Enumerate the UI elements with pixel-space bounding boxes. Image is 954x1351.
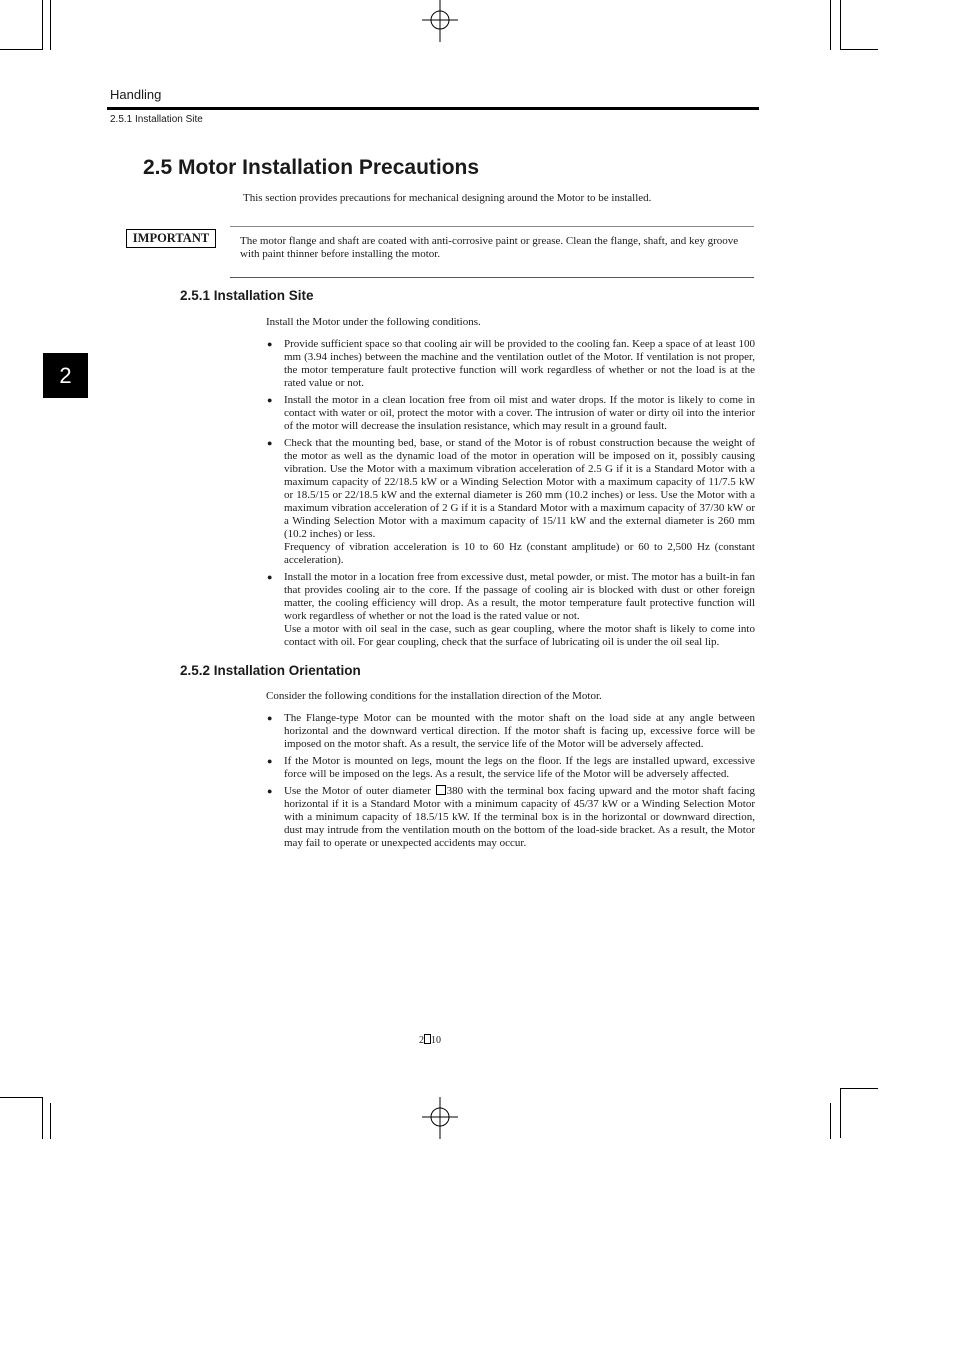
bullet-icon: ● [267, 438, 273, 448]
crop-mark [830, 0, 831, 50]
chapter-tab: 2 [43, 353, 88, 398]
list-item: ● Provide sufficient space so that cooling air will be provided to the cooling fan. Keep a space of at least 100 mm (3.94 inches) between the machine and the ventilation outlet of the Motor. If ventilation is not proper, the motor temperature fault protective function will work regardless of whether or not the load is at the rated value or not. [267, 338, 755, 389]
crop-mark [50, 1103, 51, 1139]
crop-mark [0, 49, 42, 50]
important-rule-bottom [230, 277, 754, 278]
bullet-icon: ● [267, 713, 273, 723]
crop-mark [830, 1103, 831, 1139]
header-rule [107, 107, 759, 110]
installation-orientation-list [267, 712, 755, 850]
running-header: Handling [110, 87, 162, 102]
section-intro: This section provides precautions for mechanical designing around the Motor to be installed. [243, 192, 652, 204]
list-item: ● Use the Motor of outer diameter 380 with the terminal box facing upward and the motor shaft facing horizontal if it is a Standard Motor with a minimum capacity of 45/37 kW or a Winding Selection Motor with a minimum capacity of 18.5/15 kW. If the terminal box is in the horizontal or downward direction, dust may intrude from the ventilation mouth on the bottom of the load-side bracket. As a result, the Motor may fail to operate or unexpected accidents may occur. [267, 785, 755, 849]
subsection-title-installation-orientation: 2.5.2 Installation Orientation [180, 663, 361, 678]
important-text: The motor flange and shaft are coated with anti-corrosive paint or grease. Clean the flange, shaft, and key groove with paint thinner before installing the motor. [240, 235, 739, 260]
running-subheader: 2.5.1 Installation Site [110, 114, 203, 125]
list-item: ● Install the motor in a clean location free from oil mist and water drops. If the motor is likely to come in contact with water or oil, protect the motor with a cover. The intrusion of water or dirty oil into the interior of the motor will decrease the insulation resistance, which may result in a ground fault. [267, 394, 755, 432]
crop-mark [840, 49, 878, 50]
page-separator-icon [424, 1034, 431, 1044]
list-item: ● Install the motor in a location free from excessive dust, metal powder, or mist. The motor has a built-in fan that provides cooling air to the core. If the passage of cooling air is blocked with dust or other foreign matter, the cooling efficiency will drop. As a result, the motor temperature fault protective function will work regardless of whether or not the load is the rated value or not. Use a motor with oil seal in the case, such as gear coupling, where the motor shaft is likely to come into contact with oil. For gear coupling, check that the surface of lubricating oil is under the oil seal lip. [267, 571, 755, 648]
crop-mark [840, 0, 841, 50]
subsection-title-installation-site: 2.5.1 Installation Site [180, 288, 314, 303]
bullet-icon: ● [267, 756, 273, 766]
square-diameter-icon [436, 785, 446, 795]
list-item-note: Frequency of vibration acceleration is 10 to 60 Hz (constant amplitude) or 60 to 2,500 Hz (constant acceleration). [284, 541, 755, 566]
list-item: ● Check that the mounting bed, base, or stand of the Motor is of robust construction because the weight of the motor as well as the dynamic load of the motor in operation will be imposed on it, possibly causing vibration. Use the Motor with a maximum vibration acceleration of 2.5 G if it is a Standard Motor with a maximum capacity of 22/18.5 kW or a Winding Selection Motor with a maximum capacity of 11/7.5 kW or 18.5/15 or 22/18.5 kW and the external diameter is 260 mm (10.2 inches) or less. Use the Motor with a maximum vibration acceleration of 2 G if it is a Standard Motor with a maximum capacity of 37/30 kW or a Winding Selection Motor with a maximum capacity of 15/11 kW and the external diameter is 260 mm (10.2 inches) or less. Frequency of vibration acceleration is 10 to 60 Hz (constant amplitude) or 60 to 2,500 Hz (constant acceleration). [267, 437, 755, 566]
important-label: IMPORTANT [126, 229, 216, 248]
list-item: ● The Flange-type Motor can be mounted with the motor shaft on the load side at any angle between horizontal and the downward vertical direction. If the motor shaft is facing up, excessive force will be imposed on the motor shaft. As a result, the service life of the Motor will be adversely affected. [267, 712, 755, 750]
important-rule-top [230, 226, 754, 227]
crop-mark [0, 1097, 42, 1098]
installation-site-list [267, 338, 755, 649]
section-title: 2.5 Motor Installation Precautions [143, 156, 480, 179]
bullet-icon: ● [267, 395, 273, 405]
crop-mark [50, 0, 51, 50]
installation-site-intro: Install the Motor under the following conditions. [266, 316, 481, 328]
page-number: 2 10 [419, 1035, 441, 1046]
bullet-icon: ● [267, 339, 273, 349]
installation-orientation-intro: Consider the following conditions for the installation direction of the Motor. [266, 690, 602, 702]
crop-mark [42, 0, 43, 50]
crop-mark [840, 1088, 878, 1089]
crop-mark [42, 1097, 43, 1139]
list-item-note: Use a motor with oil seal in the case, such as gear coupling, where the motor shaft is likely to come into contact with oil. For gear coupling, check that the surface of lubricating oil is under the oil seal lip. [284, 623, 755, 648]
bullet-icon: ● [267, 786, 273, 796]
crop-mark [840, 1088, 841, 1138]
bullet-icon: ● [267, 572, 273, 582]
list-item: ● If the Motor is mounted on legs, mount the legs on the floor. If the legs are installed upward, excessive force will be imposed on the legs. As a result, the service life of the Motor will be adversely affected. [267, 755, 755, 780]
registration-mark-bottom [420, 1097, 460, 1139]
registration-mark-top [420, 0, 460, 42]
